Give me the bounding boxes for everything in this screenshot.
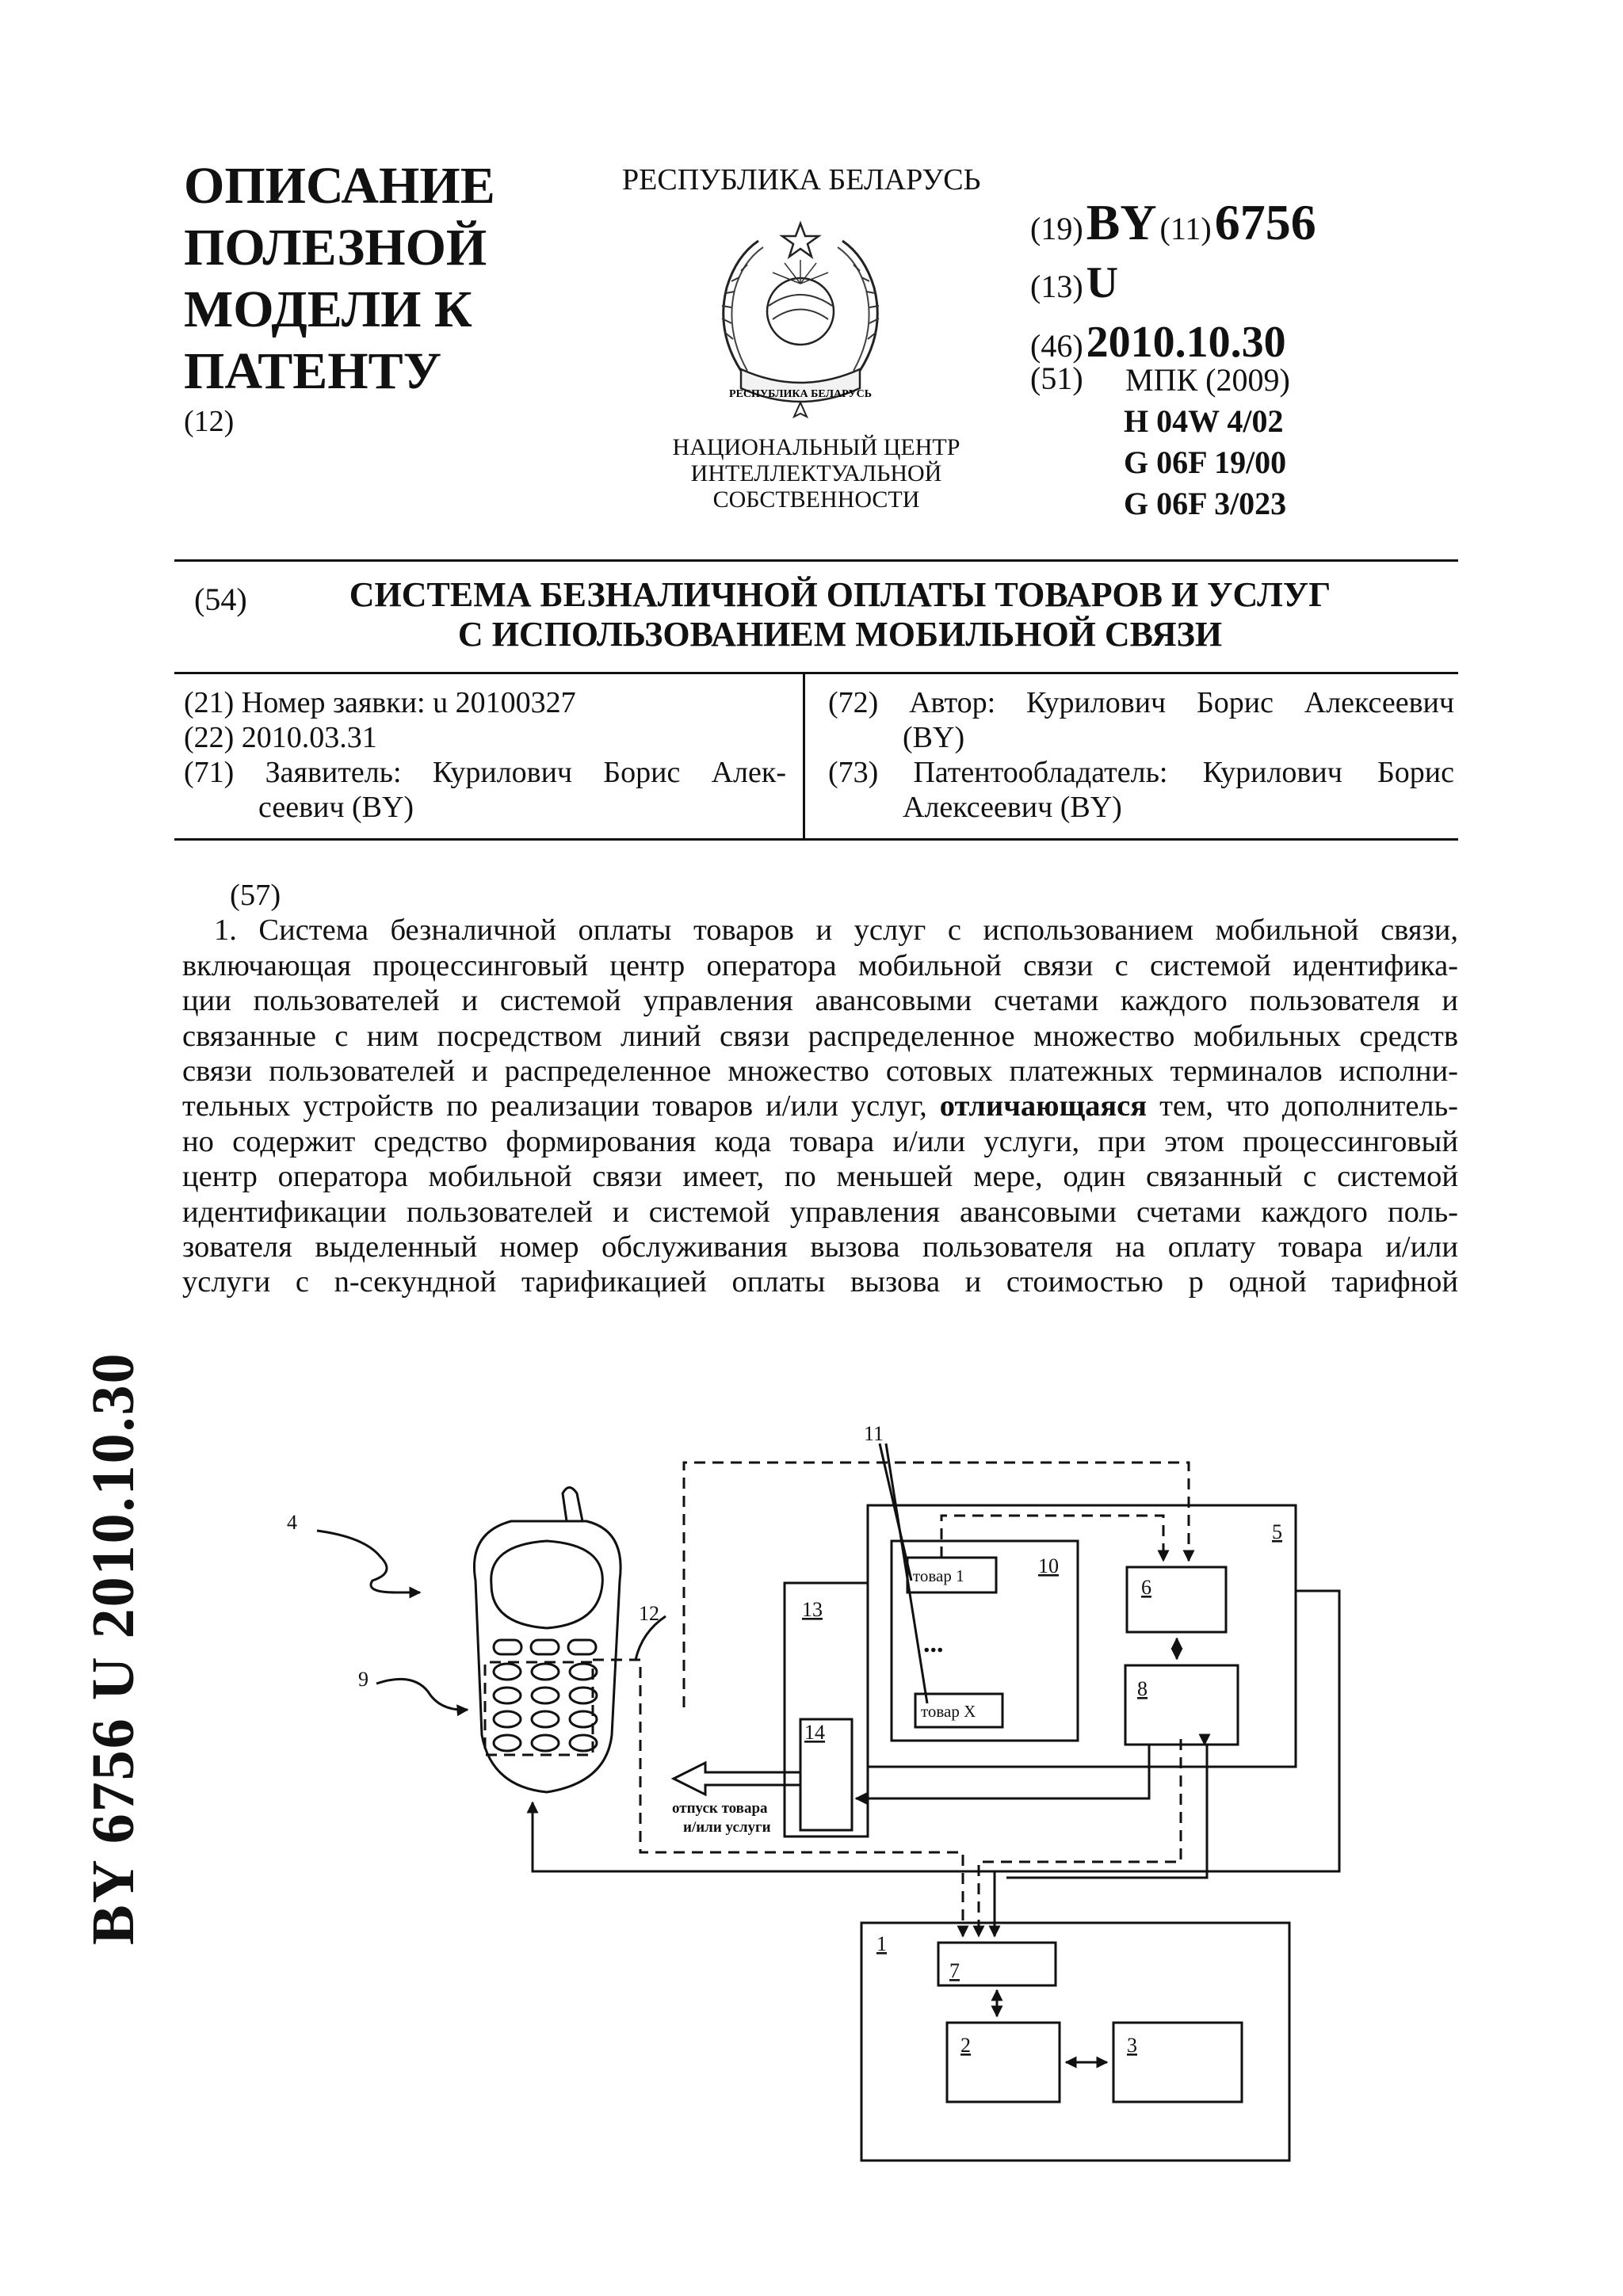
dashed-link-8-7 [979, 1739, 1181, 1936]
leader-9 [376, 1679, 468, 1710]
claim-line: 1. Система безналичной оплаты товаров и услуг с использованием мобильной связи, [214, 913, 1458, 948]
label-10: 10 [1038, 1554, 1059, 1577]
item-last-label: товар X [921, 1702, 976, 1721]
claim-line: связи пользователей и распределенное множество сотовых платежных терминалов исполни- [182, 1055, 1458, 1089]
label-9: 9 [358, 1668, 369, 1691]
label-14: 14 [804, 1721, 825, 1744]
label-3: 3 [1127, 2034, 1137, 2057]
title-line: МОДЕЛИ К [184, 280, 472, 338]
header-rule [174, 559, 1458, 562]
application-number: (21) Номер заявки: u 20100327 [184, 686, 576, 719]
label-13: 13 [802, 1598, 823, 1621]
document-title [184, 155, 495, 402]
label-5: 5 [1272, 1520, 1282, 1543]
item-dots: ... [923, 1629, 944, 1658]
invention-title-line: С ИСПОЛЬЗОВАНИЕМ МОБИЛЬНОЙ СВЯЗИ [457, 615, 1223, 654]
author-cont: (BY) [903, 721, 965, 754]
mobile-phone-icon [474, 1488, 621, 1793]
office-name-line: СОБСТВЕННОСТИ [712, 486, 920, 513]
label-4: 4 [287, 1511, 297, 1534]
office-name-line: ИНТЕЛЛЕКТУАЛЬНОЙ [690, 460, 942, 486]
invention-title-line: СИСТЕМА БЕЗНАЛИЧНОЙ ОПЛАТЫ ТОВАРОВ И УСЛУГ [349, 575, 1331, 614]
title-line: ПОЛЕЗНОЙ [184, 219, 487, 277]
republic-name: РЕСПУБЛИКА БЕЛАРУСЬ [622, 163, 981, 196]
state-emblem-icon [709, 212, 892, 426]
claim-characterizing-word: отличающаяся [939, 1089, 1148, 1123]
claim-line: но содержит средство формирования кода товара и/или услуги, при этом процессинговый [182, 1124, 1458, 1158]
title-rule [174, 672, 1458, 674]
biblio-divider [803, 672, 805, 840]
patent-number: 6756 [1214, 194, 1316, 250]
dashed-keypad-outline [485, 1662, 593, 1755]
dispense-arrow [674, 1763, 800, 1794]
emblem-ribbon-text: РЕСПУБЛИКА БЕЛАРУСЬ [729, 388, 872, 400]
side-publication-id: BY 6756 U 2010.10.30 [80, 1352, 147, 1945]
dispense-label: и/или услуги [683, 1819, 771, 1836]
claim-line: зователя выделенный номер обслуживания вызова пользователя на оплату товара и/или [182, 1230, 1458, 1264]
leader-11-a [880, 1444, 911, 1581]
biblio-left [184, 685, 786, 825]
claim-text: тельных устройств по реализации товаров и/или услуг, [182, 1089, 927, 1123]
block-13 [785, 1583, 868, 1836]
claim-line: идентификации пользователей и системой управления авансовыми счетами каждого поль- [182, 1195, 1458, 1229]
inid-11: (11) [1159, 211, 1212, 246]
claim-line: услуги с n-секундной тарификацией оплаты вызова и стоимостью р одной тарифной [182, 1265, 1458, 1299]
patent-owner-cont: Алексеевич (BY) [903, 791, 1122, 824]
biblio-rule [174, 838, 1458, 841]
inid-51: (51) [1030, 360, 1083, 396]
claim-line: ции пользователей и системой управления авансовыми счетами каждого пользователя и [182, 984, 1458, 1018]
inid-57: (57) [230, 879, 281, 912]
author: (72) Автор: Курилович Борис Алексеевич [828, 686, 1454, 719]
block-1 [861, 1923, 1289, 2161]
dispense-label: отпуск товара [672, 1800, 768, 1817]
patent-owner: (73) Патентообладатель: Курилович Борис [828, 756, 1454, 789]
system-diagram [0, 1363, 1623, 2171]
ipc-code: G 06F 19/00 [1124, 444, 1287, 480]
claim-text: тем, что дополнитель- [1159, 1089, 1458, 1123]
office-name-line: НАЦИОНАЛЬНЫЙ ЦЕНТР [672, 434, 960, 460]
applicant-cont: сеевич (BY) [258, 791, 414, 824]
claim-line: включающая процессинговый центр оператора мобильной связи с системой идентифика- [182, 948, 1458, 982]
applicant: (71) Заявитель: Курилович Борис Алек- [184, 756, 786, 789]
biblio-right [828, 685, 1454, 825]
title-line: ПАТЕНТУ [184, 342, 442, 400]
phone-keypad [494, 1664, 597, 1751]
office-name [650, 434, 983, 513]
claim-line: центр оператора мобильной связи имеет, по меньшей мере, один связанный с системой [182, 1160, 1458, 1194]
publication-codes [1030, 158, 1442, 531]
ipc-label: МПК (2009) [1125, 362, 1290, 398]
ipc-code: G 06F 3/023 [1124, 486, 1287, 521]
claims-text [182, 878, 1458, 1300]
label-1: 1 [876, 1932, 887, 1955]
leader-4 [317, 1531, 420, 1592]
label-7: 7 [949, 1959, 960, 1982]
link-8-1 [1006, 1745, 1207, 1878]
publication-date: 2010.10.30 [1086, 318, 1286, 367]
inid-54: (54) [194, 582, 247, 617]
ipc-code: H 04W 4/02 [1124, 403, 1284, 439]
kind-code: U [1086, 258, 1119, 307]
label-2: 2 [960, 2034, 971, 2057]
inid-13: (13) [1030, 269, 1083, 304]
claim-line [182, 1089, 1458, 1123]
invention-title [285, 575, 1395, 654]
title-line: ОПИСАНИЕ [184, 157, 495, 215]
link-5-7 [995, 1591, 1339, 1936]
inid-46: (46) [1030, 328, 1083, 364]
item-first-label: товар 1 [913, 1566, 964, 1585]
claim-line: связанные с ним посредством линий связи распределенное множество мобильных средств [182, 1019, 1458, 1053]
link-8-14 [856, 1745, 1149, 1798]
label-6: 6 [1141, 1576, 1151, 1599]
label-12: 12 [639, 1602, 659, 1625]
label-8: 8 [1137, 1677, 1148, 1700]
filing-date: (22) 2010.03.31 [184, 721, 377, 754]
inid-19: (19) [1030, 211, 1083, 246]
label-11: 11 [864, 1422, 884, 1445]
document-kind-code: (12) [184, 405, 235, 438]
country-code: BY [1086, 194, 1157, 250]
